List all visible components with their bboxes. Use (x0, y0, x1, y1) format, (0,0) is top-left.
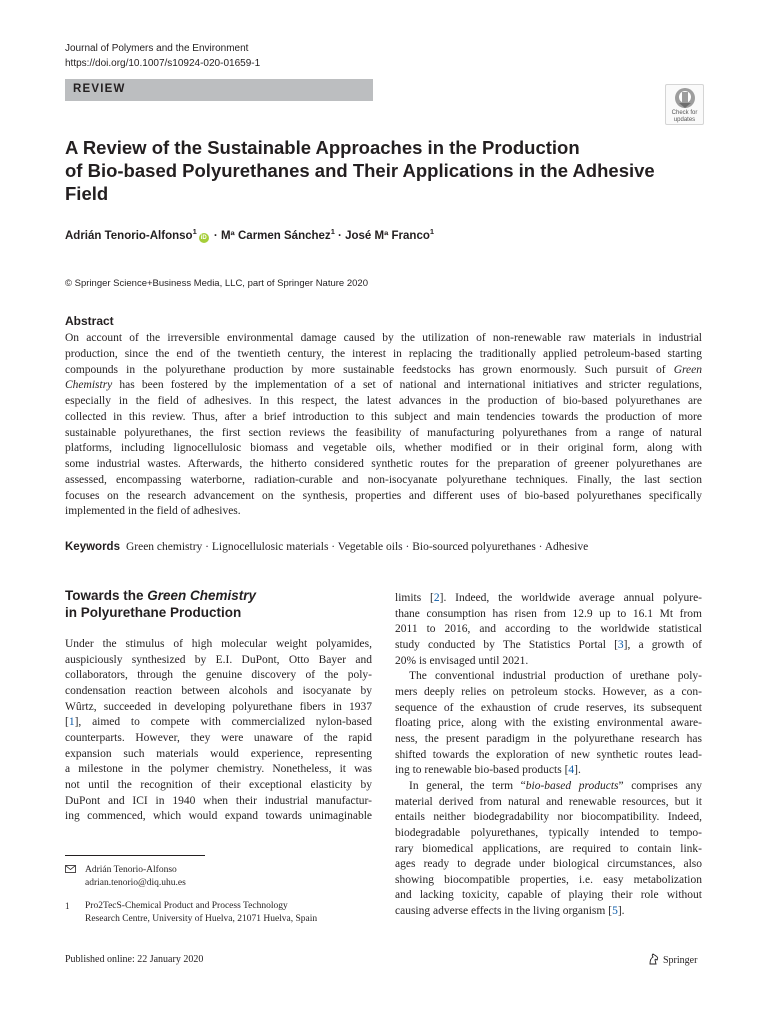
journal-header (65, 41, 260, 71)
author-separator: · (334, 229, 346, 242)
abstract-line: focuses on the research advancement on the synthesis, properties and different uses of bio-based polyurethanes specifically (65, 489, 702, 502)
abstract-line: production, since the end of the twentieth century, the interest in replacing the traditionally applied petroleum-based starting (65, 347, 702, 360)
keywords-label: Keywords (65, 541, 120, 553)
reference-link[interactable]: 1 (68, 716, 75, 729)
body-line: causing adverse effects in the living organism [5]. (395, 905, 625, 918)
body-line: showing biocompatible properties, i.e. easy metabolization (395, 873, 702, 886)
body-line: collaborators, through the genuine discovery of the poly- (65, 669, 372, 682)
author-list (65, 227, 434, 243)
abstract-line: On account of the irreversible environmental damage caused by the utilization of non-renewable raw materials in industrial (65, 332, 702, 344)
abstract-line: Chemistry has been fostered by the implementation of a set of national and international initiatives and stricter regulations, (65, 379, 702, 392)
abstract-line: collected in this review. Thus, after a brief introduction to this subject and main tendencies towards the production of more (65, 410, 702, 423)
abstract-line: especially in the field of adhesives. In this respect, the latest advances in the production of bio-based polyurethanes are (65, 395, 702, 407)
author-name[interactable]: José Mª Franco (345, 229, 430, 242)
publisher-logo (648, 953, 697, 966)
check-for-text: Check for (671, 110, 698, 116)
keywords-line (65, 541, 588, 553)
doi-link[interactable]: https://doi.org/10.1007/s10924-020-01659-1 (65, 58, 261, 69)
abstract-line: some industrial wastes. Afterwards, the hitherto considered synthetic routes for the preparation of greener polyurethanes are (65, 458, 702, 470)
body-line: floating price, along with the existing environmental aware- (395, 717, 702, 730)
contact-email[interactable]: adrian.tenorio@diq.uhu.es (85, 878, 186, 888)
article-type-label: REVIEW (73, 83, 126, 95)
abstract-line: implemented in the field of adhesives. (65, 505, 241, 518)
contact-name: Adrián Tenorio-Alfonso (85, 865, 177, 875)
abstract-line: platforms, including lignocellulosic biomass and vegetable oils, whether modified or in their original form, along with (65, 442, 702, 455)
abstract-line: assessed, encompassing waterborne, radiation-curable and non-isocyanate polyurethane techniques. Finally, the last section (65, 473, 702, 486)
body-line: ness, the present paradigm in the polyurethane research has (395, 732, 702, 745)
italic-term: Green (673, 363, 702, 376)
affiliation-note (65, 900, 317, 926)
title-line: Field (65, 183, 109, 204)
article-type-bar (65, 79, 373, 101)
author-name[interactable]: Mª Carmen Sánchez (220, 229, 331, 242)
body-line: material derived from natural and renewable resources, but it (395, 795, 702, 808)
body-line: entails neither biodegradability nor biocompatibility. Indeed, (395, 811, 702, 824)
reference-link[interactable]: 5 (612, 905, 618, 918)
body-line: ing commenced, which would expand towards unimaginable (65, 810, 372, 823)
body-line: rary biomedical applications, are required to contain link- (395, 842, 702, 855)
author-name[interactable]: Adrián Tenorio-Alfonso (65, 229, 193, 242)
affiliation-line: Pro2TecS-Chemical Product and Process Technology (85, 901, 288, 911)
affiliation-mark: 1 (192, 227, 197, 236)
body-line: auspiciously synthesized by E.I. DuPont, Otto Bayer and (65, 653, 372, 666)
check-for-updates-badge[interactable] (665, 84, 704, 125)
body-line: Wûrtz, succeeded in developing polyurethane fibers in 1937 (65, 700, 372, 713)
published-date: Published online: 22 January 2020 (65, 954, 204, 965)
author-separator: · (210, 229, 221, 242)
envelope-icon (65, 864, 76, 877)
reference-link[interactable]: 4 (568, 764, 575, 777)
body-right-column (395, 591, 702, 920)
affiliation-mark: 1 (330, 227, 335, 236)
footnote-divider (65, 855, 205, 856)
abstract-line: sustainable polyurethanes, the first section reviews the feasibility of manufacturing polyurethanes from a range of natural (65, 426, 702, 439)
italic-term: bio-based products (525, 779, 619, 792)
abstract-heading: Abstract (65, 314, 114, 328)
affiliation-mark: 1 (429, 227, 435, 236)
reference-link[interactable]: 3 (617, 638, 624, 651)
abstract-line: compounds in the polyurethane production by more sustainable feedstocks has grown enormously. Such pursuit of Green (65, 363, 702, 376)
publisher-name: Springer (663, 955, 698, 966)
footnotes (65, 864, 317, 926)
body-line: expansion such materials would experience, representing (65, 747, 372, 760)
affiliation-number: 1 (65, 901, 70, 911)
abstract-body (65, 331, 702, 520)
body-left-column (65, 637, 372, 825)
body-line: sequence of the exhaustion of crude reserves, its subsequent (395, 701, 702, 714)
body-line: study conducted by The Statistics Portal [3], a growth of (395, 638, 702, 651)
section-heading (65, 587, 256, 621)
affiliation-line: Research Centre, University of Huelva, 21071 Huelva, Spain (85, 914, 318, 924)
body-line: Under the stimulus of high molecular weight polyamides, (65, 638, 372, 650)
crossmark-icon (674, 87, 696, 109)
body-line: 2011 to 2016, and according to the worldwide statistical (395, 623, 702, 636)
body-line: mers deeply relies on petroleum stocks. However, as a con- (395, 685, 702, 698)
updates-text: updates (673, 116, 696, 123)
body-line: [1], aimed to compete with commercialized nylon-based (65, 716, 372, 729)
body-line: DuPont and ICI in 1940 when their industrial manufactur- (65, 794, 372, 807)
springer-horse-icon (648, 953, 660, 965)
journal-name: Journal of Polymers and the Environment (65, 43, 249, 54)
orcid-icon[interactable]: iD (200, 234, 207, 241)
copyright-line: © Springer Science+Business Media, LLC, part of Springer Nature 2020 (65, 278, 368, 289)
body-line: 20% is envisaged until 2021. (395, 654, 529, 667)
body-line: counterparts. However, they were unaware of the rapid (65, 731, 372, 744)
body-line: a milestone in the polymer chemistry. Nonetheless, it was (65, 763, 372, 776)
body-line: and lacking toxicity, capable of playing their role without (395, 889, 702, 902)
body-line: limits [2]. Indeed, the worldwide average annual polyure- (395, 592, 702, 604)
body-line: condensation reaction between alcohols and isocyanate by (65, 684, 372, 697)
section-heading-line: in Polyurethane Production (65, 605, 242, 620)
body-line: ages ready to degrade under biological circumstances, also (395, 858, 702, 871)
italic-term: Chemistry (65, 379, 113, 392)
body-line: shifted towards the exploration of new synthetic routes lead- (395, 748, 702, 761)
body-line: In general, the term “bio-based products” comprises any (409, 779, 702, 792)
body-line: not until the recognition of their exceptional elasticity by (65, 778, 372, 791)
keywords-list: Green chemistry · Lignocellulosic materials · Vegetable oils · Bio-sourced polyurethanes · Adhesive (125, 541, 589, 553)
title-line: A Review of the Sustainable Approaches in the Production (65, 137, 580, 158)
title-line: of Bio-based Polyurethanes and Their Applications in the Adhesive (65, 160, 655, 181)
body-line: ing to renewable bio-based products [4]. (395, 764, 581, 777)
body-line: biodegradable polyurethanes, typically intended to tempo- (395, 826, 702, 839)
article-title (65, 136, 665, 205)
italic-term: Green Chemistry (147, 588, 257, 603)
section-heading-line: Towards the Green Chemistry (65, 588, 257, 603)
corresponding-author-note (65, 864, 317, 890)
reference-link[interactable]: 2 (433, 592, 440, 604)
body-line: The conventional industrial production of urethane poly- (409, 670, 702, 683)
body-line: thane consumption has risen from 12.9 up to 16.1 Mt from (395, 607, 702, 620)
